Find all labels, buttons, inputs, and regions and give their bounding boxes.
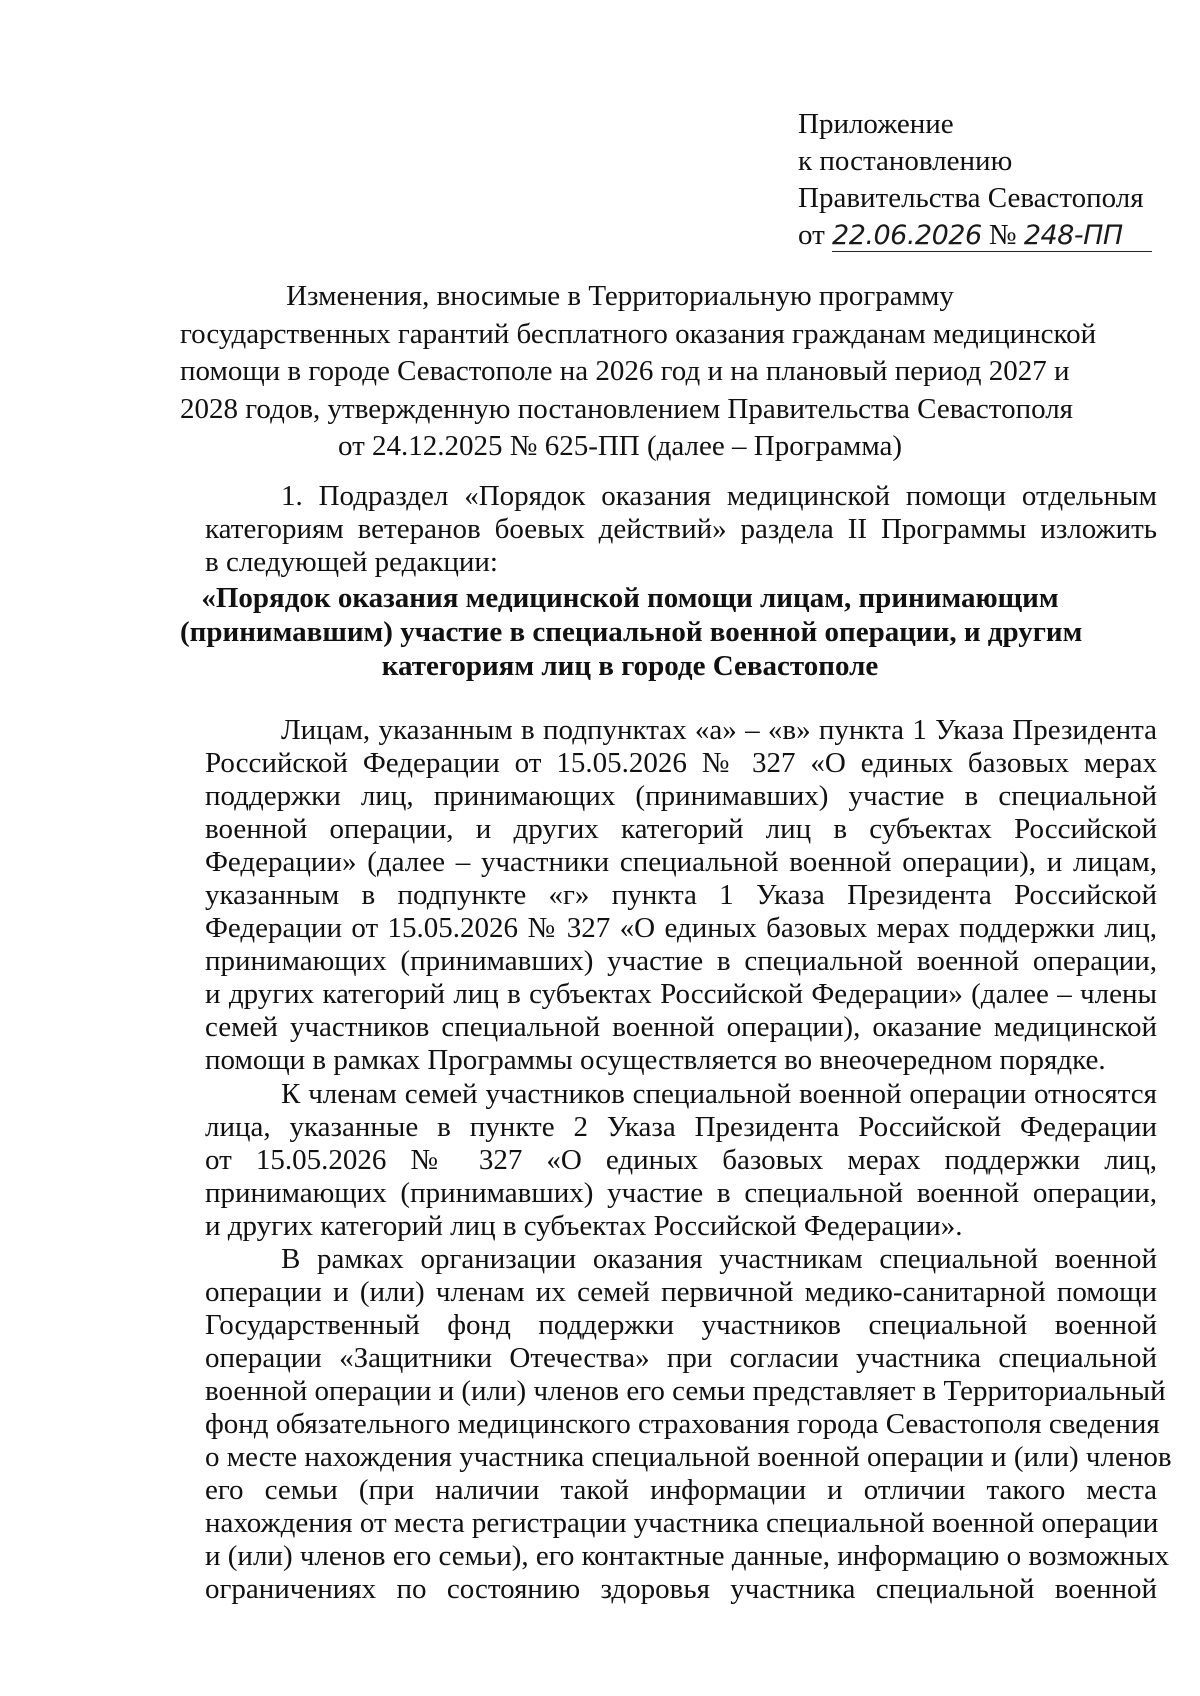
text-line: принимающих (принимавших) участие в специальной военной операции, bbox=[205, 945, 1157, 977]
number-sign: № bbox=[988, 219, 1017, 251]
text-line: Лицам, указанным в подпунктах «а» – «в» пункта 1 Указа Президента bbox=[281, 714, 1157, 746]
text-line: и других категорий лиц в субъектах Российской Федерации» (далее – члены bbox=[205, 978, 1157, 1010]
document-title bbox=[180, 278, 1097, 466]
appendix-date-line bbox=[798, 217, 1152, 254]
text-line: операции «Защитники Отечества» при согласии участника специальной bbox=[205, 1342, 1157, 1374]
title-line: 2028 годов, утвержденную постановлением Правительства Севастополя bbox=[180, 392, 1074, 425]
item-1-paragraph bbox=[205, 480, 1157, 579]
text-line: в следующей редакции: bbox=[205, 546, 498, 578]
text-line: В рамках организации оказания участникам специальной военной bbox=[281, 1243, 1157, 1275]
text-line: и (или) членов его семьи), его контактные данные, информацию о возможных bbox=[205, 1540, 1170, 1572]
text-line: Федерации» (далее – участники специальной военной операции), и лицам, bbox=[205, 846, 1157, 878]
text-line: ограничениях по состоянию здоровья участника специальной военной bbox=[205, 1573, 1157, 1605]
text-line: принимающих (принимавших) участие в специальной военной операции, bbox=[205, 1177, 1157, 1209]
text-line: его семьи (при наличии такой информации и отличии такого места bbox=[205, 1474, 1157, 1506]
paragraph-3 bbox=[205, 1243, 1172, 1606]
text-line: нахождения от места регистрации участника специальной военной операции bbox=[205, 1507, 1159, 1539]
subheading-line: «Порядок оказания медицинской помощи лицам, принимающим bbox=[201, 582, 1059, 614]
text-line: семей участников специальной военной операции), оказание медицинской bbox=[205, 1011, 1157, 1043]
title-line: государственных гарантий бесплатного оказания гражданам медицинской bbox=[180, 317, 1097, 350]
subheading-line: (принимавшим) участие в специальной военной операции, и другим bbox=[180, 616, 1083, 648]
title-line: помощи в городе Севастополе на 2026 год и на плановый период 2027 и bbox=[180, 355, 1070, 387]
text-line: поддержки лиц, принимающих (принимавших) участие в специальной bbox=[205, 780, 1157, 812]
text-line: о месте нахождения участника специальной военной операции и (или) членов bbox=[205, 1441, 1172, 1473]
text-line: Федерации от 15.05.2026 № 327 «О единых базовых мерах поддержки лиц, bbox=[205, 912, 1157, 944]
title-line: от 24.12.2025 № 625-ПП (далее – Программа) bbox=[338, 430, 902, 462]
text-line: операции и (или) членам их семей первичной медико-санитарной помощи bbox=[205, 1276, 1157, 1308]
text-line: военной операции и (или) членов его семьи представляет в Территориальный bbox=[205, 1375, 1166, 1407]
text-line: помощи в рамках Программы осуществляется во внеочередном порядке. bbox=[205, 1044, 1106, 1076]
paragraph-1 bbox=[205, 714, 1157, 1077]
subheading-line: категориям лиц в городе Севастополе bbox=[381, 650, 879, 682]
handwritten-date: 22.06.2026 bbox=[832, 220, 982, 251]
text-line: от 15.05.2026 № 327 «О единых базовых мерах поддержки лиц, bbox=[205, 1144, 1157, 1176]
date-prefix: от bbox=[798, 219, 825, 251]
text-line: лица, указанные в пункте 2 Указа Президента Российской Федерации bbox=[205, 1111, 1157, 1143]
appendix-block bbox=[798, 106, 1152, 254]
title-line: Изменения, вносимые в Территориальную программу bbox=[286, 280, 954, 312]
text-line: К членам семей участников специальной военной операции относятся bbox=[281, 1078, 1157, 1110]
text-line: фонд обязательного медицинского страхования города Севастополя сведения bbox=[205, 1408, 1160, 1440]
appendix-line-2: к постановлению bbox=[798, 145, 1013, 177]
section-subheading bbox=[180, 581, 1083, 683]
text-line: Государственный фонд поддержки участников специальной военной bbox=[205, 1309, 1157, 1341]
date-field bbox=[832, 220, 1152, 252]
text-line: указанным в подпункте «г» пункта 1 Указа Президента Российской bbox=[205, 879, 1157, 911]
appendix-line-1: Приложение bbox=[798, 108, 954, 140]
text-line: 1. Подраздел «Порядок оказания медицинской помощи отдельным bbox=[281, 480, 1157, 512]
text-line: категориям ветеранов боевых действий» раздела II Программы изложить bbox=[205, 513, 1157, 545]
text-line: военной операции, и других категорий лиц в субъектах Российской bbox=[205, 813, 1157, 845]
handwritten-number: 248-ПП bbox=[1023, 220, 1123, 251]
paragraph-2 bbox=[205, 1078, 1157, 1243]
appendix-line-3: Правительства Севастополя bbox=[798, 182, 1144, 214]
text-line: и других категорий лиц в субъектах Российской Федерации». bbox=[205, 1210, 963, 1242]
text-line: Российской Федерации от 15.05.2026 № 327 «О единых базовых мерах bbox=[205, 747, 1157, 779]
